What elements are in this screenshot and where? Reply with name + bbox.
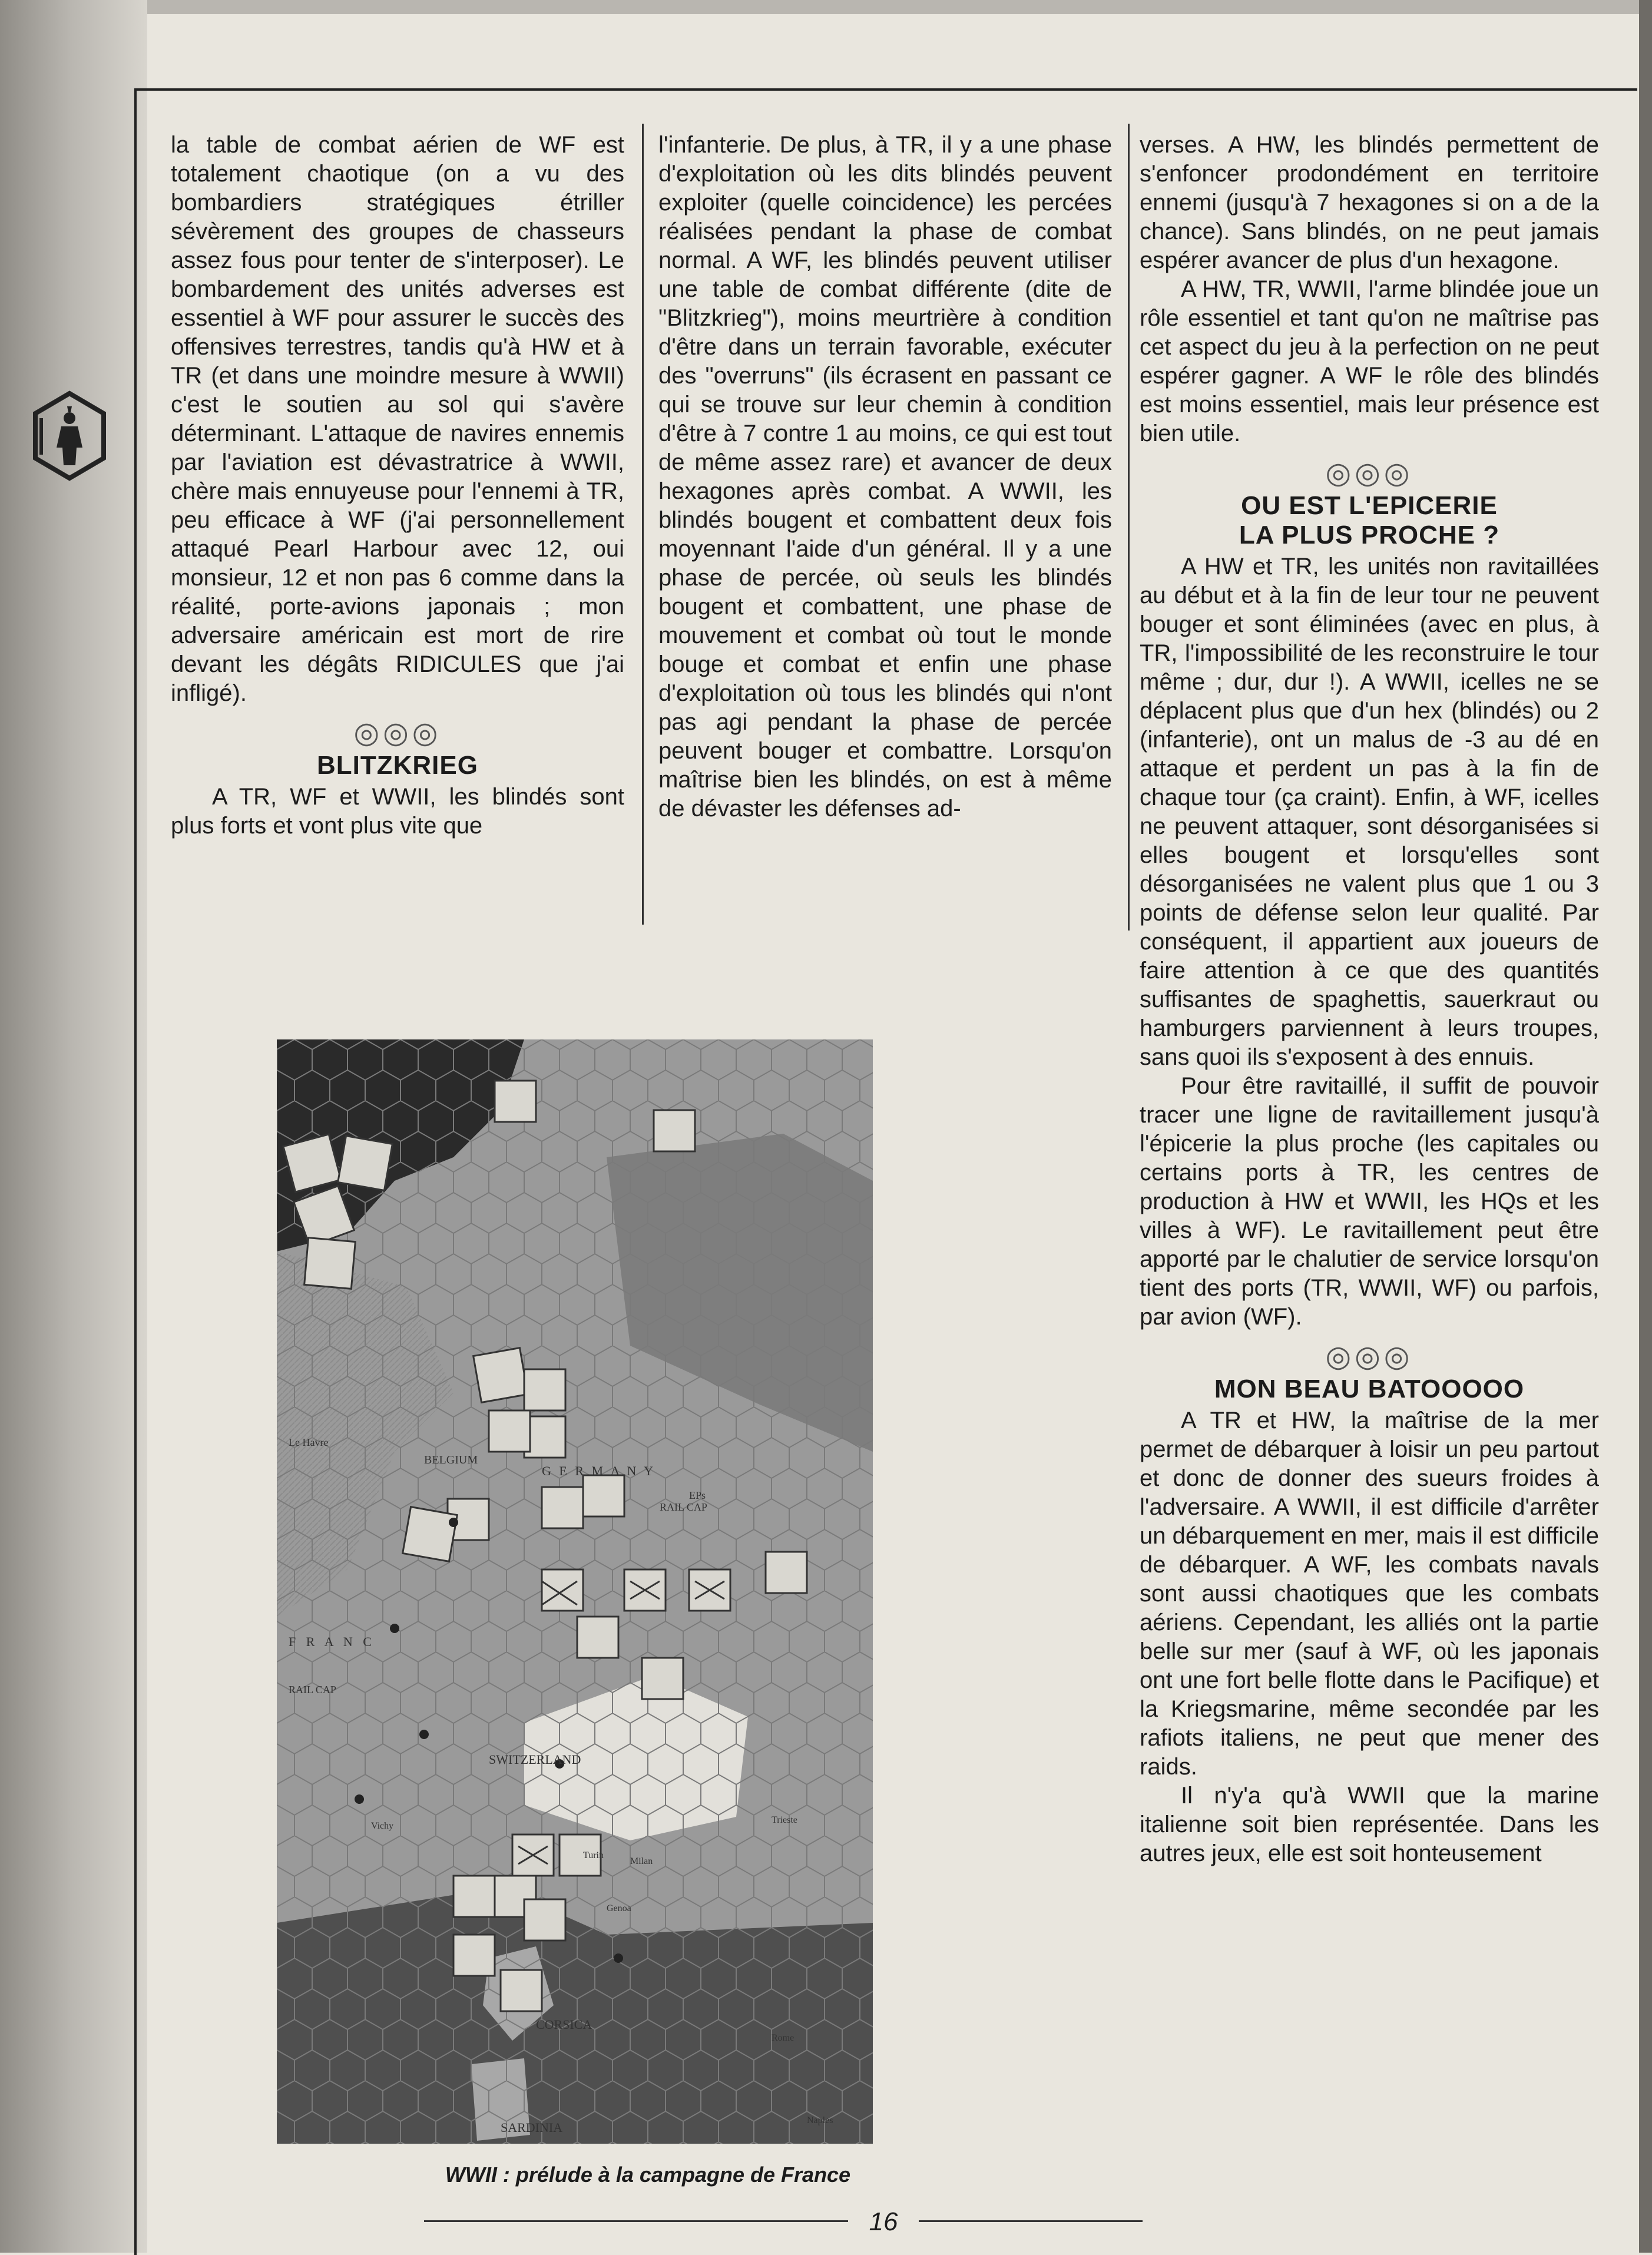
section-ornament: ◎◎◎ bbox=[353, 716, 442, 749]
section-heading-epicerie bbox=[1140, 491, 1599, 550]
column-divider-1 bbox=[642, 124, 644, 925]
paragraph: Il n'y'a qu'à WWII que la marine italienne soit bien représentée. Dans les autres jeux, elle est soit honteusement bbox=[1140, 1783, 1599, 1866]
map-label-corsica: CORSICA bbox=[536, 2017, 592, 2032]
map-label-milan: Milan bbox=[630, 1856, 653, 1866]
map-label-turin: Turin bbox=[583, 1850, 604, 1860]
map-label-naples: Naples bbox=[807, 2115, 833, 2125]
page-top-edge bbox=[0, 0, 1652, 14]
map-label-rail-cap: RAIL CAP bbox=[289, 1684, 336, 1696]
paragraph: A TR et HW, la maîtrise de la mer permet de débarquer à loisir un peu partout et donc de donner des sueurs froides à l'adversaire. A WWII, il est difficile d'arrêter un débarquement en mer, mais il est difficile de débarquer. A WF, les combats navals sont aussi chaotiques que les combats aériens. Cependant, les alliés ont la partie belle sur mer (sauf à WF, où les japonais ont une fort belle flotte dans le Pacifique) et la Kriegsmarine, même secondée par les rafiots italiens, ne peut que mener des raids. bbox=[1140, 1408, 1599, 1780]
paragraph: verses. A HW, les blindés permettent de s'enfoncer prodondément en territoire ennemi (jusqu'à 7 hexagones si on a de la chance). Sans blindés, on ne peut jamais espérer avancer de plus d'un hexagone. bbox=[1140, 132, 1599, 273]
page-number: 16 bbox=[869, 2207, 898, 2236]
map-label-france: F R A N C bbox=[289, 1634, 375, 1649]
heading-line: OU EST L'EPICERIE bbox=[1241, 491, 1498, 520]
map-label-trieste: Trieste bbox=[772, 1815, 797, 1825]
footer-rule-left bbox=[424, 2220, 848, 2222]
article-column-2 bbox=[658, 131, 1112, 823]
section-heading-batoooooo: MON BEAU BATOOOOO bbox=[1214, 1375, 1525, 1403]
map-label-rome: Rome bbox=[772, 2033, 794, 2043]
map-label-switzerland: SWITZERLAND bbox=[489, 1752, 581, 1767]
wargame-map-photo bbox=[277, 1039, 873, 2144]
map-label-germany: G E R M A N Y bbox=[542, 1463, 655, 1478]
section-ornament: ◎◎◎ bbox=[1325, 1340, 1413, 1373]
section-ornament: ◎◎◎ bbox=[1325, 456, 1413, 489]
figure-caption: WWII : prélude à la campagne de France bbox=[445, 2163, 851, 2187]
map-label-belgium: BELGIUM bbox=[424, 1453, 478, 1466]
footer-rule-right bbox=[919, 2220, 1143, 2222]
page-gutter-shadow bbox=[0, 0, 147, 2253]
map-label-genoa: Genoa bbox=[607, 1903, 631, 1913]
paragraph: l'infanterie. De plus, à TR, il y a une phase d'exploitation où les dits blindés peuvent exploiter (quelle coincidence) les percées réalisées pendant la phase de combat normal. A WF, les blindés peuvent utiliser une table de combat différente (dite de "Blitzkrieg"), moins meurtrière à condition d'être dans un terrain favorable, exécuter des "overruns" (ils écrasent en passant ce qui se trouve sur leur chemin à condition d'être à 7 contre 1 au moins, ce qui est tout de même assez rare) et avancer de deux hexagones après combat. A WWII, les blindés bougent et combattent deux fois moyennant l'aide d'un général. Il y a une phase de percée, où seuls les blindés bougent et combattent, une phase de mouvement et combat où tout le monde bouge et combat et enfin une phase d'exploitation où tous les blindés qui n'ont pas agi pendant la phase de percée peuvent bouger et combattre. Lorsqu'on maîtrise bien les blindés, on est à même de dévaster les défenses ad- bbox=[658, 132, 1112, 822]
soldier-emblem-icon bbox=[28, 389, 111, 483]
map-label-vichy: Vichy bbox=[371, 1821, 394, 1831]
map-label-eps: EPs bbox=[689, 1489, 706, 1501]
page-right-edge bbox=[1639, 0, 1652, 2253]
heading-line: LA PLUS PROCHE ? bbox=[1239, 521, 1500, 549]
paragraph: A TR, WF et WWII, les blindés sont plus forts et vont plus vite que bbox=[171, 784, 624, 839]
column-divider-2 bbox=[1128, 124, 1130, 931]
map-label-rail-cap: RAIL CAP bbox=[660, 1501, 707, 1513]
map-label-sardinia: SARDINIA bbox=[501, 2120, 563, 2135]
paragraph: la table de combat aérien de WF est totalement chaotique (on a vu des bombardiers stratégiques étriller sévèrement des groupes de chasseurs assez fous pour tenter de s'interposer). Le bombardement des unités adverses est essentiel à WF pour assurer le succès des offensives terrestres, tandis qu'à HW et à TR (et dans une moindre mesure à WWII) c'est le soutien au sol qui s'avère déterminant. L'attaque de navires ennemis par l'aviation est dévastratrice à WWII, chère mais ennuyeuse pour l'ennemi à TR, peu efficace à WF (j'ai personnellement attaqué Pearl Harbour avec 12, oui monsieur, 12 et non pas 6 comme dans la réalité, porte-avions japonais ; mon adversaire américain est mort de rire devant les dégâts RIDICULES que j'ai infligé). bbox=[171, 132, 624, 706]
article-column-3 bbox=[1140, 131, 1599, 1868]
paragraph: A HW, TR, WWII, l'arme blindée joue un rôle essentiel et tant qu'on ne maîtrise pas cet aspect du jeu à la perfection on ne peut espérer gagner. A WF le rôle des blindés est moins essentiel, mais leur présence est bien utile. bbox=[1140, 276, 1599, 446]
paragraph: A HW et TR, les unités non ravitaillées au début et à la fin de leur tour ne peuvent bouger et sont éliminées (avec en plus, à TR, l'impossibilité de les reconstruire le tour même ; dur, dur !). A WWII, icelles ne se déplacent plus que d'un hex (blindés) ou 2 (infanterie), ont un malus de -3 au dé en attaque et perdent un pas à la fin de chaque tour (ça craint). Enfin, à WF, icelles ne peuvent attaquer, sont désorganisées si elles bougent et lorsqu'elles sont désorganisées ne valent plus que 1 ou 3 points de défense selon leur qualité. Par conséquent, il appartient aux joueurs de faire attention à ce que des quantités suffisantes de spaghettis, sauerkraut ou hamburgers parviennent à leurs troupes, sans quoi ils s'exposent à des ennuis. bbox=[1140, 554, 1599, 1070]
section-heading-blitzkrieg: BLITZKRIEG bbox=[317, 751, 478, 780]
map-label-le-havre: Le Havre bbox=[289, 1436, 329, 1448]
paragraph: Pour être ravitaillé, il suffit de pouvoir tracer une ligne de ravitaillement jusqu'à l'épicerie la plus proche (les capitales ou certains ports à TR, les centres de production à HW et WWII, les HQs et les villes à WF). Le ravitaillement peut être apporté par le chalutier de service lorsqu'on tient des ports (TR, WWII, WF) ou parfois, par avion (WF). bbox=[1140, 1073, 1599, 1330]
map-illustration bbox=[277, 1039, 873, 2144]
article-column-1 bbox=[171, 131, 624, 840]
